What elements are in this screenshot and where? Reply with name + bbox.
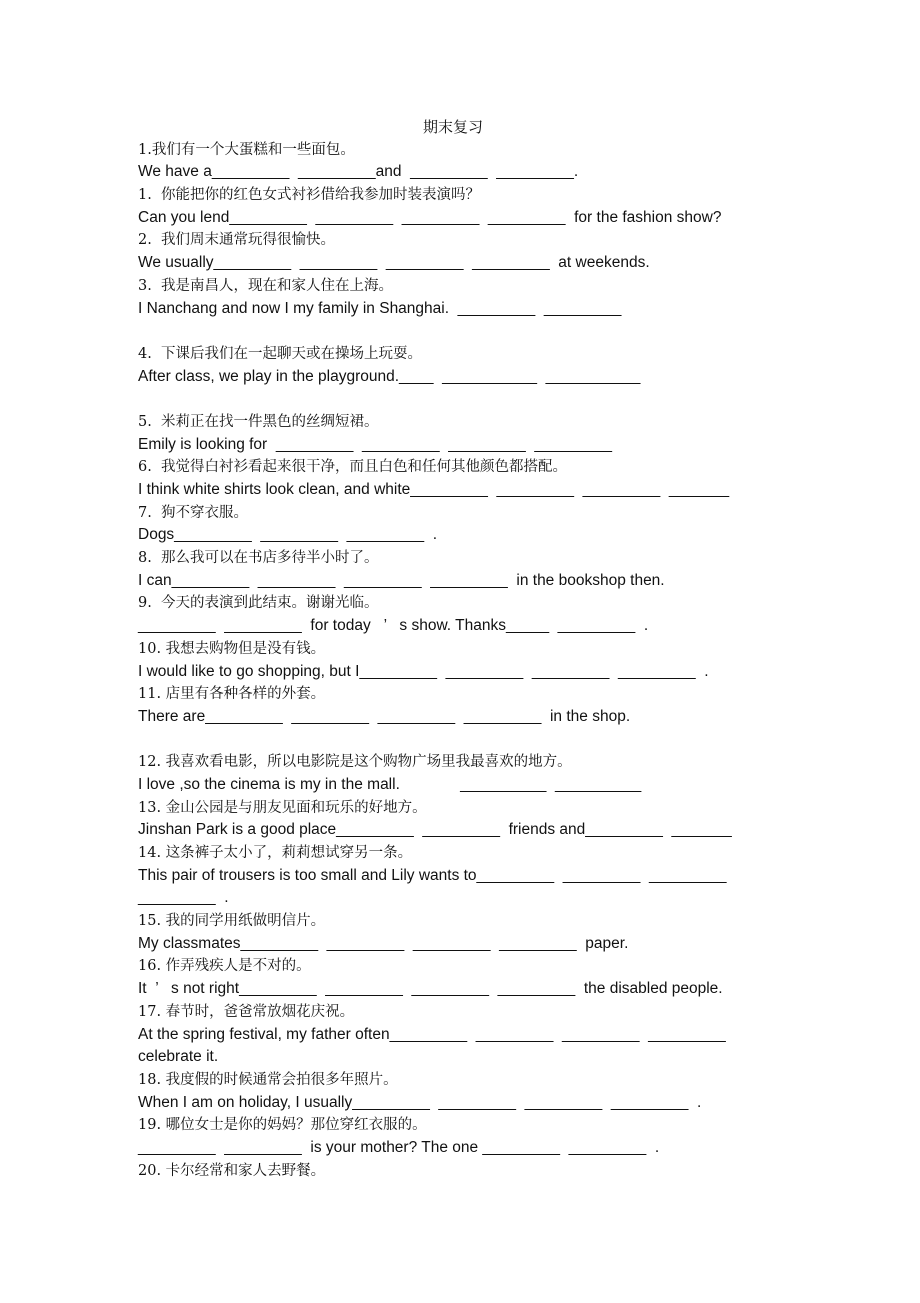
worksheet-title: 期末复习: [422, 118, 483, 136]
worksheet: [138, 116, 788, 1182]
question-prompt-chinese: 15. 我的同学用纸做明信片。: [138, 913, 326, 930]
question-sentence-english: This pair of trousers is too small and Lily wants to_________ _________ _________: [138, 866, 727, 884]
question-prompt-chinese: 5. 米莉正在找一件黑色的丝绸短裙。: [138, 413, 379, 430]
question-prompt-chinese: 14. 这条裤子太小了，莉莉想试穿另一条。: [138, 845, 413, 861]
question-sentence-english: I can_________ _________ _________ _________ in the bookshop then.: [138, 571, 665, 589]
spacer: [138, 320, 788, 343]
question-sentence-english: I Nanchang and now I my family in Shanghai. _________ _________: [138, 299, 622, 317]
question-prompt-chinese: 1. 你能把你的红色女式衬衫借给我参加时装表演吗？: [138, 187, 481, 204]
question-sentence-english: _________ _________ is your mother? The one _________ _________ .: [138, 1138, 660, 1156]
question-sentence-english: We have a_________ _________and _________ _________.: [138, 163, 579, 181]
question-sentence-english: There are_________ _________ _________ _________ in the shop.: [138, 707, 631, 725]
question-sentence-english: _________ _________ for today ’ s show. Thanks_____ _________ .: [138, 617, 649, 635]
question-prompt-chinese: 13. 金山公园是与朋友见面和玩乐的好地方。: [138, 799, 427, 816]
question-prompt-chinese: 18. 我度假的时候通常会拍很多年照片。: [138, 1071, 398, 1088]
question-sentence-english: Dogs_________ _________ _________ .: [138, 526, 438, 544]
question-prompt-chinese: 4. 下课后我们在一起聊天或在操场上玩耍。: [138, 345, 423, 362]
question-prompt-chinese: 16. 作弄残疾人是不对的。: [138, 958, 311, 975]
question-sentence-continuation: _________ .: [138, 889, 229, 907]
question-sentence-english: My classmates_________ _________ _________ _________ paper.: [138, 934, 629, 952]
question-prompt-chinese: 7. 狗不穿衣服。: [138, 504, 249, 521]
question-prompt-chinese: 17. 春节时，爸爸常放烟花庆祝。: [138, 1003, 355, 1020]
question-sentence-english: Can you lend_________ _________ _________ _________ for the fashion show?: [138, 208, 722, 226]
question-sentence-english: Emily is looking for _________ _________ _________ _________: [138, 435, 612, 453]
spacer: [138, 729, 788, 752]
question-prompt-chinese: 9. 今天的表演到此结束。谢谢光临。: [138, 595, 379, 612]
question-prompt-chinese: 8. 那么我可以在书店多待半小时了。: [138, 550, 379, 567]
question-prompt-chinese: 11. 店里有各种各样的外套。: [138, 686, 326, 703]
question-sentence-english: We usually_________ _________ _________ _________ at weekends.: [138, 254, 650, 272]
question-sentence-continuation: celebrate it.: [138, 1048, 219, 1066]
question-prompt-chinese: 6. 我觉得白衬衫看起来很干净，而且白色和任何其他颜色都搭配。: [138, 459, 568, 476]
question-prompt-chinese: 10. 我想去购物但是没有钱。: [138, 640, 326, 657]
question-sentence-english: After class, we play in the playground.____ ___________ ___________: [138, 367, 641, 385]
question-sentence-english: I love ,so the cinema is my in the mall. __________ __________: [138, 775, 642, 793]
question-sentence-english: I would like to go shopping, but I_________ _________ _________ _________ .: [138, 662, 709, 680]
question-sentence-english: At the spring festival, my father often_________ _________ _________ _________: [138, 1025, 726, 1043]
question-prompt-chinese: 1.我们有一个大蛋糕和一些面包。: [138, 141, 355, 158]
question-sentence-english: Jinshan Park is a good place_________ _________ friends and_________ _______: [138, 821, 732, 839]
question-sentence-english: I think white shirts look clean, and white_________ _________ _________ _______: [138, 481, 730, 498]
question-sentence-english: It ’ s not right_________ _________ _________ _________ the disabled people.: [138, 980, 723, 998]
question-sentence-english: When I am on holiday, I usually_________ _________ _________ _________ .: [138, 1093, 702, 1111]
question-prompt-chinese: 19. 哪位女士是你的妈妈？那位穿红衣服的。: [138, 1117, 427, 1134]
question-prompt-chinese: 2. 我们周末通常玩得很愉快。: [138, 232, 336, 249]
question-prompt-chinese: 3. 我是南昌人，现在和家人住在上海。: [138, 277, 394, 294]
question-prompt-chinese: 12. 我喜欢看电影，所以电影院是这个购物广场里我最喜欢的地方。: [138, 754, 572, 771]
question-prompt-chinese: 20. 卡尔经常和家人去野餐。: [138, 1162, 326, 1179]
spacer: [138, 388, 788, 411]
